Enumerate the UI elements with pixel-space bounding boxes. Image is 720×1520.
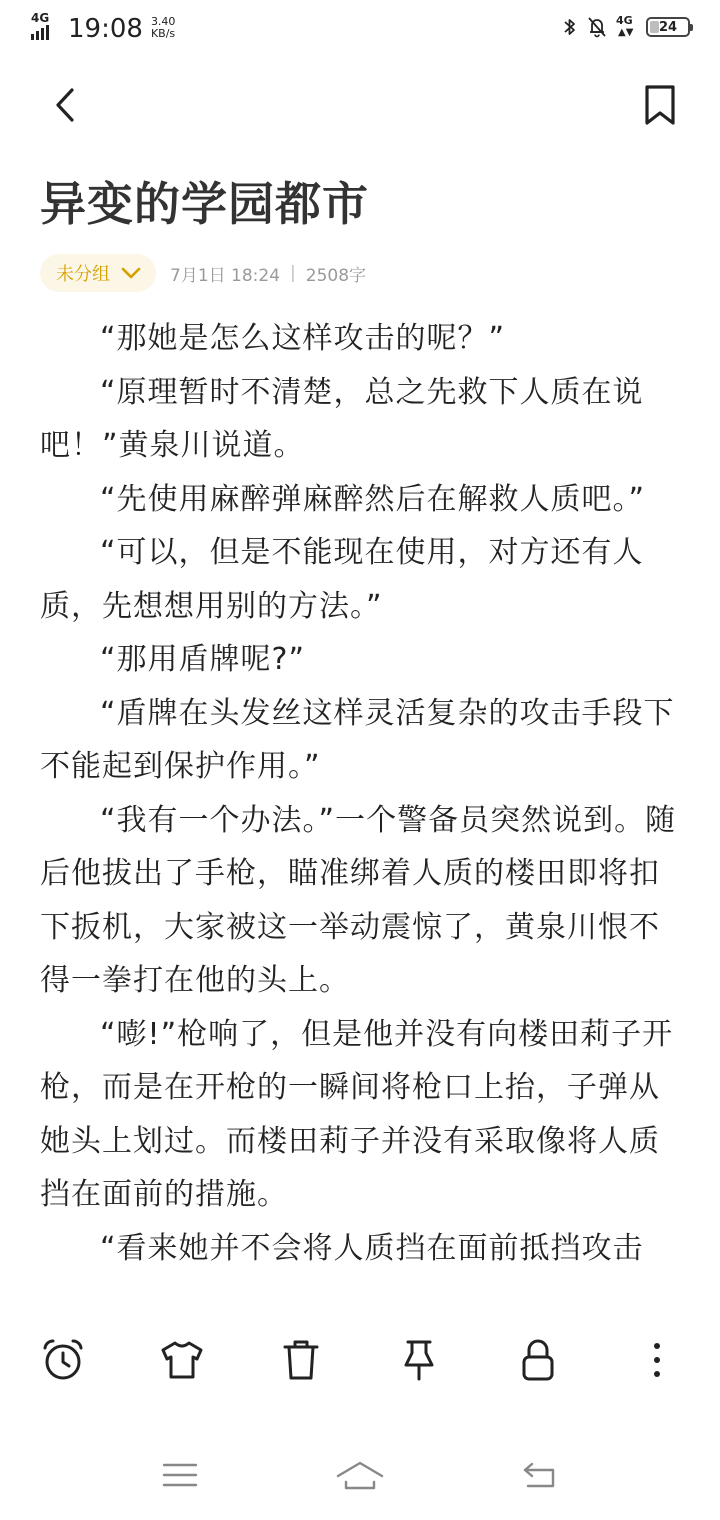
system-nav-bar <box>0 1430 720 1520</box>
back-icon <box>520 1459 560 1491</box>
nav-home-button[interactable] <box>320 1445 400 1505</box>
battery-level: 24 <box>658 19 678 35</box>
meta-separator: | <box>290 263 296 283</box>
paragraph: “盾牌在头发丝这样灵活复杂的攻击手段下不能起到保护作用。” <box>40 695 675 784</box>
battery-icon <box>646 17 690 37</box>
note-info <box>170 261 366 286</box>
skin-button[interactable] <box>142 1320 222 1400</box>
pin-icon <box>398 1337 440 1383</box>
network-speed <box>151 16 176 40</box>
paragraph: “可以，但是不能现在使用，对方还有人质，先想想用别的方法。” <box>40 535 644 624</box>
speed-value: 3.40 <box>150 15 176 28</box>
paragraph: “原理暂时不清楚，总之先救下人质在说吧！”黄泉川说道。 <box>40 374 644 463</box>
back-button[interactable] <box>40 80 90 130</box>
more-icon <box>647 1337 667 1383</box>
network-type: 4G <box>31 11 50 25</box>
bottom-toolbar <box>0 1310 720 1410</box>
paragraph: “嘭!”枪响了，但是他并没有向楼田莉子开枪，而是在开枪的一瞬间将枪口上抬，子弹从她头上划过。而楼田莉子并没有采取像将人质挡在面前的措施。 <box>40 1016 674 1212</box>
chevron-left-icon <box>50 85 80 125</box>
note-body[interactable] <box>40 312 688 1302</box>
chevron-down-icon <box>120 266 142 280</box>
word-count: 2508字 <box>305 265 367 286</box>
reminder-button[interactable] <box>23 1320 103 1400</box>
paragraph: “那她是怎么这样攻击的呢？” <box>100 321 506 356</box>
cell-signal-icon <box>30 10 54 42</box>
status-left <box>30 10 175 48</box>
paragraph: “看来她并不会将人质挡在面前抵挡攻击 <box>100 1230 644 1266</box>
shirt-icon <box>159 1337 205 1383</box>
note-meta <box>40 254 366 292</box>
home-icon <box>334 1458 386 1492</box>
paragraph: “我有一个办法。”一个警备员突然说到。随后他拔出了手枪，瞄准绑着人质的楼田即将扣下扳机，大家被这一举动震惊了，黄泉川恨不得一拳打在他的头上。 <box>40 802 677 998</box>
signal-4g-icon: 4G ▲▼ <box>616 14 634 38</box>
status-bar <box>0 0 720 56</box>
alarm-clock-icon <box>40 1337 86 1383</box>
bookmark-icon <box>642 83 678 127</box>
note-date: 7月1日 18:24 <box>170 265 281 286</box>
note-title[interactable]: 异变的学园都市 <box>40 177 369 231</box>
nav-menu-button[interactable] <box>140 1445 220 1505</box>
pin-button[interactable] <box>379 1320 459 1400</box>
folder-selector[interactable] <box>40 254 156 292</box>
delete-button[interactable] <box>261 1320 341 1400</box>
paragraph: “先使用麻醉弹麻醉然后在解救人质吧。” <box>100 481 646 517</box>
battery-fill <box>650 21 659 33</box>
paragraph: “那用盾牌呢?” <box>100 642 306 677</box>
more-button[interactable] <box>617 1320 697 1400</box>
bluetooth-icon <box>562 15 578 39</box>
lock-icon <box>518 1337 558 1383</box>
lock-button[interactable] <box>498 1320 578 1400</box>
nav-back-button[interactable] <box>500 1445 580 1505</box>
menu-icon <box>160 1460 200 1490</box>
clock: 19:08 <box>68 14 143 44</box>
network-type-right: 4G <box>616 14 633 27</box>
trash-icon <box>280 1337 322 1383</box>
status-right <box>562 14 690 40</box>
mute-icon <box>586 15 608 39</box>
speed-unit: KB/s <box>150 27 176 40</box>
bookmark-button[interactable] <box>638 80 682 130</box>
folder-label: 未分组 <box>56 264 110 285</box>
